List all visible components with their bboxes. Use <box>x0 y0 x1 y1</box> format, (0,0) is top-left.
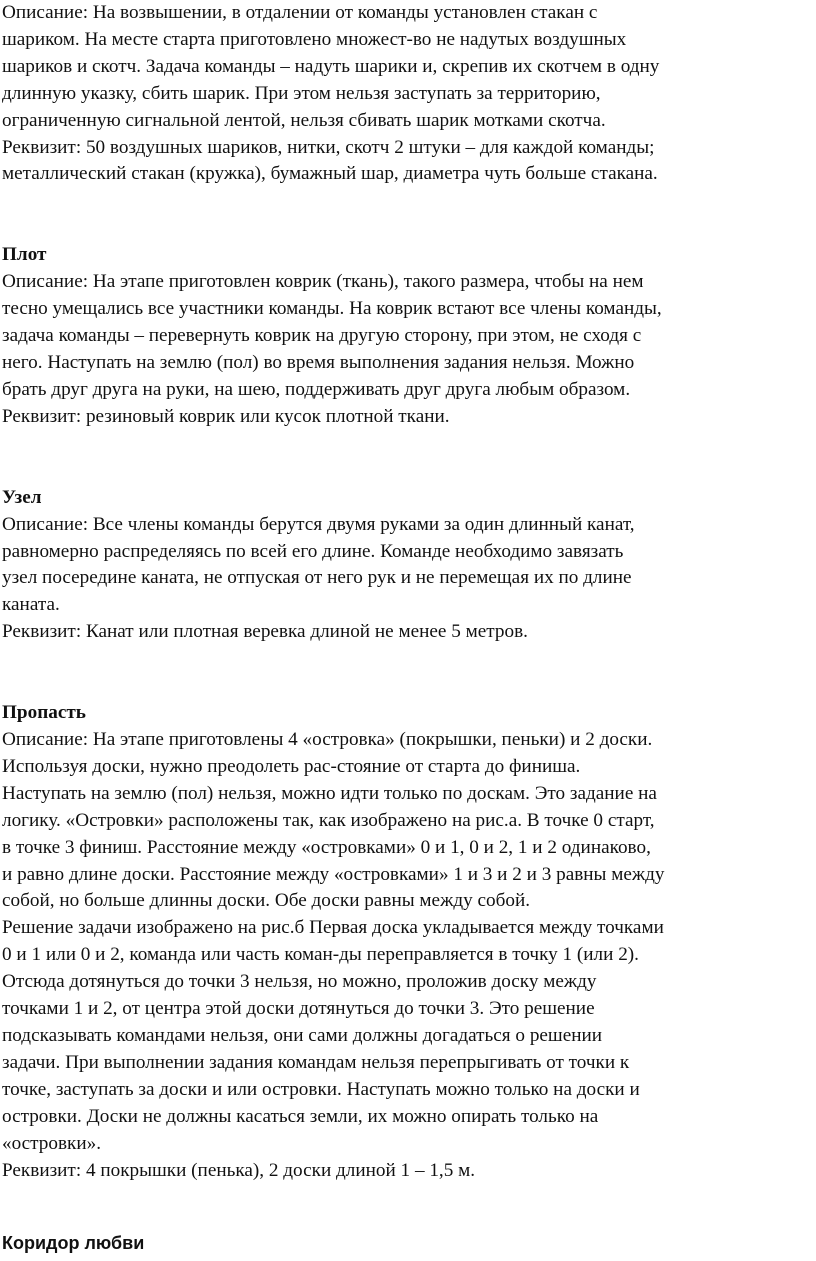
section-abyss <box>2 700 816 1184</box>
text-line: Реквизит: 4 покрышки (пенька), 2 доски длиной 1 – 1,5 м. <box>2 1159 476 1181</box>
text-line: Описание: На этапе приготовлены 4 «островка» (покрышки, пеньки) и 2 доски. <box>2 729 653 751</box>
text-line: в точке 3 финиш. Расстояние между «островками» 0 и 1, 0 и 2, 1 и 2 одинаково, <box>2 836 651 858</box>
text-line: «островки». <box>2 1132 102 1154</box>
text-line: равномерно распределяясь по всей его длине. Команде необходимо завязать <box>2 540 624 562</box>
text-line: логику. «Островки» расположены так, как изображено на рис.а. В точке 0 старт, <box>2 809 655 831</box>
text-line: ограниченную сигнальной лентой, нельзя сбивать шарик мотками скотча. <box>2 109 606 131</box>
text-line: Используя доски, нужно преодолеть рас-стояние от старта до финиша. <box>2 755 581 777</box>
section-spacer <box>2 431 816 485</box>
section-spacer <box>2 646 816 700</box>
text-line: Наступать на землю (пол) нельзя, можно идти только по доскам. Это задание на <box>2 782 657 804</box>
text-line: металлический стакан (кружка), бумажный шар, диаметра чуть больше стакана. <box>2 163 658 185</box>
text-line: Описание: Все члены команды берутся двумя руками за один длинный канат, <box>2 513 635 535</box>
text-line: задача команды – перевернуть коврик на другую сторону, при этом, не сходя с <box>2 325 642 347</box>
section-heading: Коридор любви <box>2 1233 145 1254</box>
text-line: островки. Доски не должны касаться земли, их можно опирать только на <box>2 1105 599 1127</box>
text-line: подсказывать командами нельзя, они сами должны догадаться о решении <box>2 1025 603 1046</box>
section-raft <box>2 242 816 430</box>
text-line: Описание: На этапе приготовлен коврик (ткань), такого размера, чтобы на нем <box>2 271 644 293</box>
text-line: точками 1 и 2, от центра этой доски дотянуться до точки 3. Это решение <box>2 998 595 1020</box>
text-line: Решение задачи изображено на рис.б Первая доска укладывается между точками <box>2 917 664 939</box>
section-heading: Узел <box>2 486 42 508</box>
text-line: собой, но больше длинны доски. Обе доски равны между собой. <box>2 890 531 912</box>
text-line: и равно длине доски. Расстояние между «островками» 1 и 3 и 2 и 3 равны между <box>2 863 665 885</box>
text-line: точке, заступать за доски и или островки. Наступать можно только на доски и <box>2 1078 640 1100</box>
section-spacer <box>2 188 816 242</box>
section-spacer <box>2 1184 816 1230</box>
section-heading: Плот <box>2 244 47 266</box>
text-line: него. Наступать на землю (пол) во время выполнения задания нельзя. Можно <box>2 351 635 373</box>
text-line: 0 и 1 или 0 и 2, команда или часть коман-ды переправляется в точку 1 (или 2). <box>2 944 639 966</box>
section-love-corridor <box>2 1230 816 1257</box>
text-line: задачи. При выполнении задания командам нельзя перепрыгивать от точки к <box>2 1051 630 1073</box>
text-line: брать друг друга на руки, на шею, поддерживать друг друга любым образом. <box>2 378 631 400</box>
text-line: Реквизит: Канат или плотная веревка длиной не менее 5 метров. <box>2 621 528 643</box>
text-line: тесно умещались все участники команды. На коврик встают все члены команды, <box>2 298 662 320</box>
text-line: длинную указку, сбить шарик. При этом нельзя заступать за территорию, <box>2 82 601 104</box>
section-heading: Пропасть <box>2 702 86 724</box>
text-line: Отсюда дотянуться до точки 3 нельзя, но можно, проложив доску между <box>2 971 597 993</box>
text-line: узел посередине каната, не отпуская от него рук и не перемещая их по длине <box>2 567 632 589</box>
text-line: Реквизит: 50 воздушных шариков, нитки, скотч 2 штуки – для каждой команды; <box>2 136 655 158</box>
text-line: Описание: На возвышении, в отдалении от команды установлен стакан с <box>2 2 598 23</box>
text-line: каната. <box>2 594 60 616</box>
text-line: шариков и скотч. Задача команды – надуть шарики и, скрепив их скотчем в одну <box>2 55 660 77</box>
section-balloons <box>2 0 816 188</box>
text-line: Реквизит: резиновый коврик или кусок плотной ткани. <box>2 405 450 427</box>
section-knot <box>2 485 816 646</box>
text-line: шариком. На месте старта приготовлено множест-во не надутых воздушных <box>2 28 627 50</box>
